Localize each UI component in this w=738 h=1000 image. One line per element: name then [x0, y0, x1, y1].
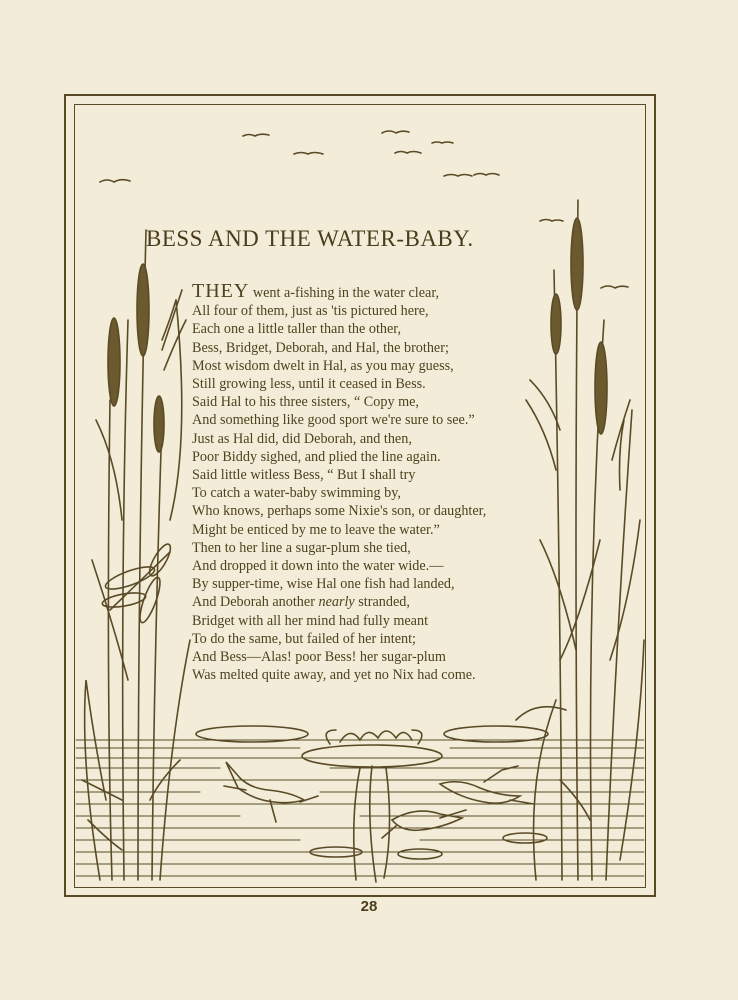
poem-line: Then to her line a sugar-plum she tied, — [192, 539, 411, 556]
poem-line: Bess, Bridget, Deborah, and Hal, the brother; — [192, 339, 449, 356]
page-number: 28 — [360, 898, 378, 915]
poem-line: To do the same, but failed of her intent; — [192, 630, 416, 647]
poem-line: Bridget with all her mind had fully meant — [192, 612, 429, 629]
poem-line: Was melted quite away, and yet no Nix had come. — [192, 667, 476, 684]
poem-line: Most wisdom dwelt in Hal, as you may guess, — [192, 357, 454, 374]
poem-line: Each one a little taller than the other, — [192, 321, 402, 338]
poem-body — [192, 282, 562, 684]
frog-icon — [440, 766, 534, 804]
poem-title: BESS AND THE WATER-BABY. — [146, 226, 474, 251]
poem-line: Said Hal to his three sisters, “ Copy me, — [192, 394, 419, 411]
poem-line: To catch a water-baby swimming by, — [192, 485, 401, 502]
poem-line: And something like good sport we're sure to see.” — [192, 412, 475, 429]
frog-icon — [382, 810, 466, 838]
poem-line-text: stranded, — [354, 594, 410, 611]
poem-line: Still growing less, until it ceased in Bess. — [192, 376, 426, 393]
bird-icon — [100, 131, 628, 288]
poem-line-text: went a-fishing in the water clear, — [249, 285, 440, 301]
poem-line: Said little witless Bess, “ But I shall try — [192, 467, 416, 484]
dragonfly-icon — [101, 541, 174, 624]
drop-cap-word: THEY — [192, 280, 250, 302]
poem-line: Might be enticed by me to leave the water.” — [192, 521, 440, 538]
poem-line: Who knows, perhaps some Nixie's son, or daughter, — [192, 503, 487, 520]
frog-icon — [224, 762, 318, 822]
cattail-icon — [82, 230, 190, 880]
poem-line: Just as Hal did, did Deborah, and then, — [192, 430, 412, 447]
poem-line: And dropped it down into the water wide.— — [192, 558, 444, 575]
poem-line — [192, 282, 562, 302]
poem-line-emphasis: nearly — [318, 594, 355, 611]
poem-line: Poor Biddy sighed, and plied the line again. — [192, 448, 441, 465]
poem-line — [192, 593, 562, 611]
poem-line: And Bess—Alas! poor Bess! her sugar-plum — [192, 649, 446, 666]
poem-line-text: And Deborah another — [192, 594, 319, 611]
poem-line: By supper-time, wise Hal one fish had landed, — [192, 576, 455, 593]
poem-line: All four of them, just as 'tis pictured here, — [192, 303, 429, 320]
